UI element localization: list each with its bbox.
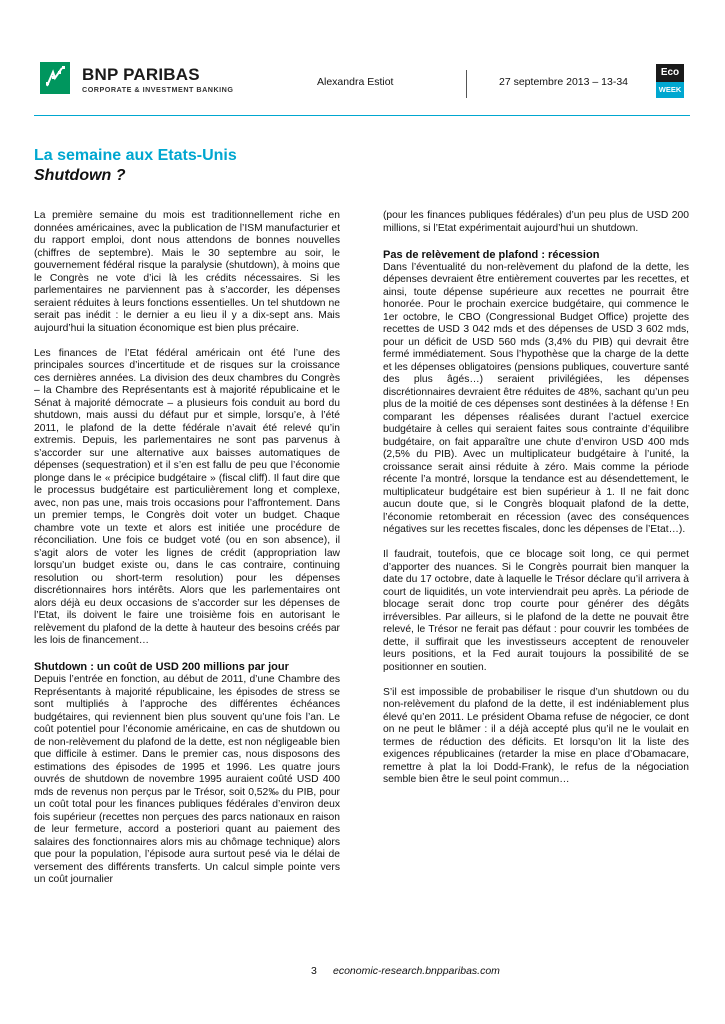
- section-heading: Pas de relèvement de plafond : récession: [383, 248, 600, 261]
- paragraph: La première semaine du mois est traditionnellement riche en données américaines, avec la publication de l’ISM manufacturier et du rapport emploi, dont nous attendons de bonnes nouvelles (chiffres de septembre). Mais le 30 septembre au soir, le gouvernement fédéral risque la paralysie (shutdown), à moins que le Congrès ne vote d’ici là les crédits nécessaires. Si les parlementaires ne parviennent pas à s’accorder, les dépenses seraient réduites à leurs fonctions essentielles. Un tel shutdown ne serait pas inédit : le dernier a eu lieu il y a dix-sept ans. Mais aujourd’hui la situation économique est bien plus précaire.: [34, 210, 340, 334]
- paragraph: Il faudrait, toutefois, que ce blocage soit long, ce qui permet d’apporter des nuances. Si le Congrès pourrait bien manquer la date du 17 octobre, date à laquelle le Trésor déclare qu’il arrivera à court de liquidités, un vote interviendrait peu après. La période de blocage serait donc trop courte pour générer des dégâts irréversibles. Par ailleurs, si le plafond de la dette ne pouvait être relevé, le Trésor ne ferait pas défaut : pour couvrir les tombées de dette, il suffirait que les investisseurs acceptent de renouveler leurs positions, et la Fed aurait toujours la possibilité de se positionner en soutien.: [383, 549, 689, 673]
- page-number: 3: [311, 965, 317, 977]
- paragraph: Depuis l’entrée en fonction, au début de 2011, d’une Chambre des Représentants à majorité républicaine, les épisodes de stress se sont multipliés à l’approche des différentes échéances budgétaires, qui reviennent bien plus souvent qu’une fois l’an. Le coût potentiel pour l’économie américaine, en cas de shutdown ou de non-relèvement du plafond de la dette, est non négligeable bien que difficile à estimer. Dans le premier cas, nous disposons des estimations des épisodes de 1995 et 1996. Les quatre jours ouvrés de shutdown de novembre 1995 auraient coûté USD 400 mds de revenus non perçus par le Trésor, soit 0,52‰ du PIB, pour un coût total pour les finances publiques fédérales d’environ deux fois supérieur (recettes non perçues des parcs nationaux en raison de leur fermeture, accord a posteriori quant au paiement des salaires des fonctionnaires alors mis au chômage technique) alors que pour la population, l’épisode aura surtout pesé via le délai de versement des différents transferts. Un calcul simple pointe vers un coût journalier: [34, 674, 340, 885]
- header-divider: [466, 70, 467, 98]
- article-subtitle: Shutdown ?: [34, 167, 126, 184]
- article-column-left: [34, 210, 340, 899]
- section-heading: Shutdown : un coût de USD 200 millions par jour: [34, 661, 289, 673]
- publication-date: 27 septembre 2013 – 13-34: [499, 76, 629, 88]
- page-header: [0, 0, 725, 118]
- bnp-stars-logo-icon: [40, 62, 70, 94]
- header-rule: [34, 115, 690, 116]
- paragraph: (pour les finances publiques fédérales) d’un peu plus de USD 200 millions, si l’Etat expérimentait aujourd’hui un shutdown.: [383, 210, 689, 234]
- author-name: Alexandra Estiot: [317, 76, 394, 88]
- bnp-paribas-logo[interactable]: [40, 62, 240, 96]
- section-title: La semaine aux Etats-Unis: [34, 147, 237, 164]
- article-column-right: [383, 210, 689, 799]
- ecoweek-badge-bottom: WEEK: [656, 82, 684, 98]
- brand-subtitle: CORPORATE & INVESTMENT BANKING: [82, 85, 234, 94]
- paragraph: Les finances de l’Etat fédéral américain ont été l’une des principales sources d’incertitude et de risques sur la croissance ces dernières années. La division des deux chambres du Congrès – la Chambre des Représentants est à majorité républicaine et le Sénat à majorité démocrate – a plusieurs fois conduit au bord du shutdown, mais aussi du défaut pur et simple, lorsqu’e, à l’été 2011, le plafond de la dette fédérale n’avait été relevé qu’in extremis. Depuis, les parlementaires ne sont pas parvenus à s’accorder sur une alternative aux baisses automatiques de dépenses (sequestration) et il s’en est fallu de peu que l’économie plonge dans le « précipice budgétaire » (fiscal cliff). Il faut dire que le processus budgétaire est particulièrement long et complexe, avec, non pas une, mais trois occasions pour l’affrontement. Dans un premier temps, le Congrès doit voter un budget. Chaque chambre vote un texte et alors est initiée une procédure de réconciliation. Une fois ce budget voté (ou en son absence), il s’agit alors de voter les lignes de crédit (appropriation law lorsqu’un budget existe ou, dans le cas contraire, continuing resolution ou short-term resolution) pour les dépenses discrétionnaires hors intérêts. Alors que les parlementaires ont alors déjà eu deux occasions de s’accorder sur les dépenses de l’Etat, ils doivent le faire une troisième fois en autorisant le relèvement du plafond de la dette à hauteur des besoins créés par les lois de financement…: [34, 347, 340, 646]
- paragraph: S’il est impossible de probabiliser le risque d’un shutdown ou du non-relèvement du plafond de la dette, il est indéniablement plus élevé qu’en 2011. Le président Obama refuse de négocier, ce dont on ne peut le blâmer : il a déjà accepté plus qu’il ne le voulait en termes de réduction des déficits. Et lorsqu’on lit la liste des exigences républicaines (retarder la mise en place d’Obamacare, remettre à plat la loi Dodd-Frank), le refus de la négociation semble bien être le seul point commun…: [383, 686, 689, 785]
- paragraph: Dans l’éventualité du non-relèvement du plafond de la dette, les dépenses devraient être entièrement couvertes par les recettes, et ainsi, toute dépense supérieure aux recettes ne pourrait être honorée. Pour le prochain exercice budgétaire, qui commence le 1er octobre, le CBO (Congressional Budget Office) projette des recettes de USD 3 042 mds et des dépenses de USD 3 602 mds, pour un déficit de USD 560 mds (3,4% du PIB) qui devrait être fermé immédiatement. Sous l’hypothèse que la charge de la dette et les dépenses obligatoires (pensions publiques, couverture santé des plus âgés…) seraient privilégiées, les dépenses discrétionnaires devraient être réduites de 48%, sachant qu’un peu plus de la moitié de ces dépenses sont destinées à la défense ! En comparant les dépenses réalisées durant l’actuel exercice budgétaire à celles qui seraient faites sous contrainte d’équilibre budgétaire, on fait apparaître une chute d’environ USD 400 mds (2,5% du PIB). Avec un multiplicateur budgétaire à l’unité, la croissance serait ainsi réduite à zéro. Mais comme la période récente l’a montré, lorsque la tendance est au désendettement, le multiplicateur budgétaire est bien supérieur à 1. Il ne fait donc aucun doute que, si le Congrès bloquait plafond de la dette, l’économie retomberait en récession (avec des conséquences négatives sur les recettes fiscales, donc les dépenses de l’Etat…).: [383, 261, 689, 535]
- ecoweek-badge-top: Eco: [656, 64, 684, 82]
- footer-url-link[interactable]: economic-research.bnpparibas.com: [333, 965, 500, 977]
- ecoweek-badge: [656, 64, 684, 98]
- brand-name: BNP PARIBAS: [82, 65, 200, 84]
